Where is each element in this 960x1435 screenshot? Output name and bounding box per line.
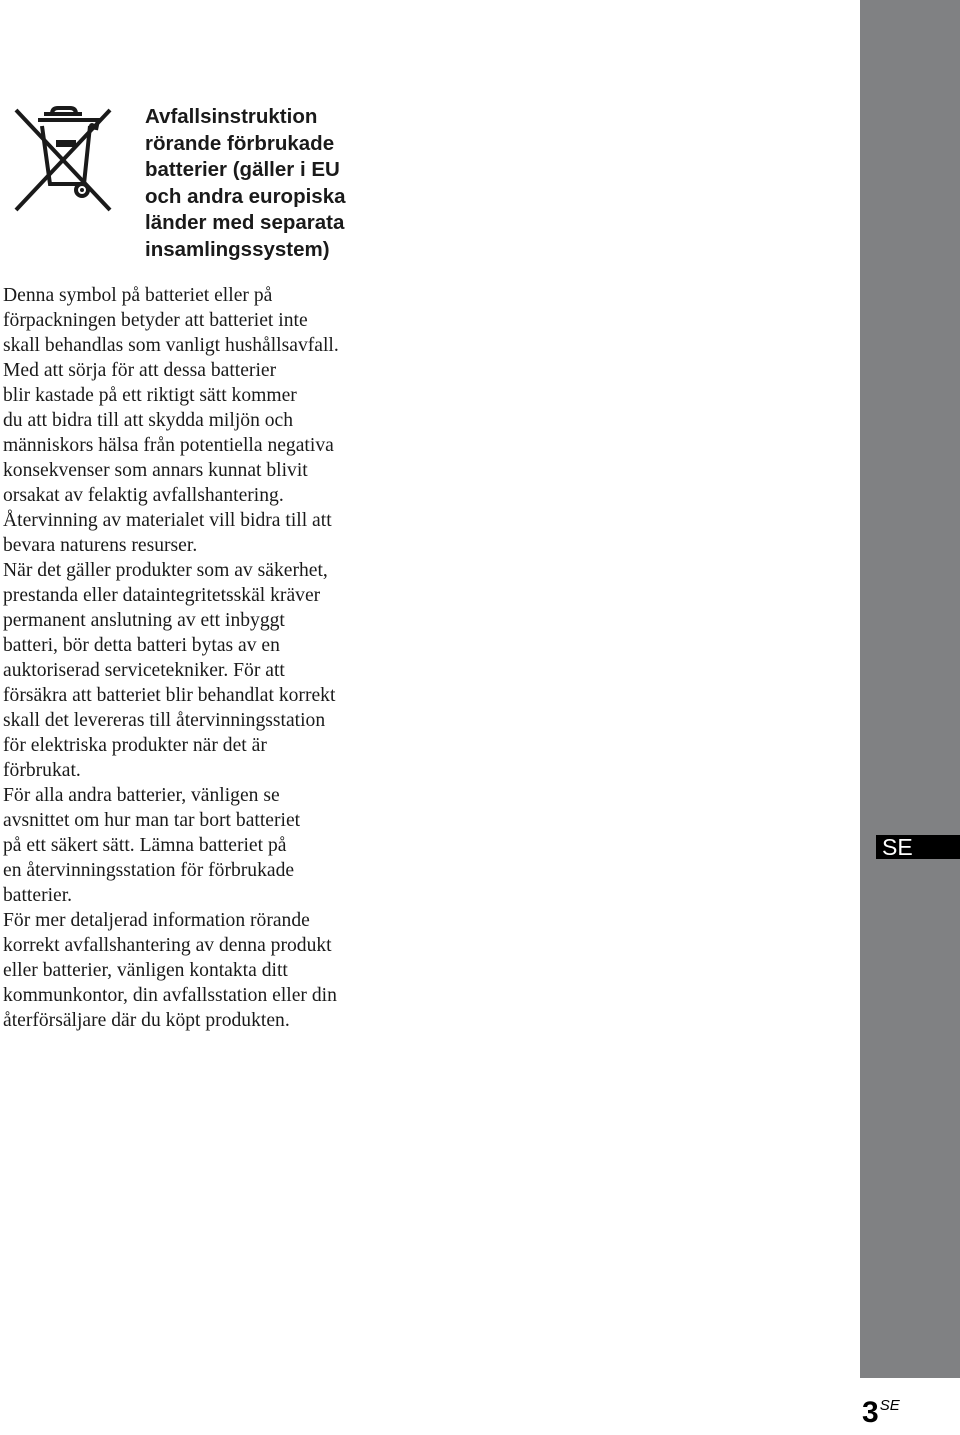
body-line: Återvinning av materialet vill bidra till att <box>3 510 332 531</box>
language-tab-label: SE <box>882 834 913 860</box>
body-line: kommunkontor, din avfallsstation eller din <box>3 985 337 1006</box>
body-line: människors hälsa från potentiella negativa <box>3 435 334 456</box>
body-line: försäkra att batteriet blir behandlat korrekt <box>3 685 336 706</box>
body-line: blir kastade på ett riktigt sätt kommer <box>3 385 297 406</box>
body-line: orsakat av felaktig avfallshantering. <box>3 485 284 506</box>
body-line: bevara naturens resurser. <box>3 535 198 556</box>
body-line: Med att sörja för att dessa batterier <box>3 360 277 381</box>
heading-line: insamlingssystem) <box>145 237 330 261</box>
body-line: avsnittet om hur man tar bort batteriet <box>3 810 301 831</box>
body-line: batteri, bör detta batteri bytas av en <box>3 635 280 656</box>
heading-line: och andra europiska <box>145 184 346 208</box>
section-heading <box>145 104 405 263</box>
body-line: permanent anslutning av ett inbyggt <box>3 610 285 631</box>
body-line: eller batterier, vänligen kontakta ditt <box>3 960 288 981</box>
body-line: återförsäljare där du köpt produkten. <box>3 1010 290 1031</box>
body-line: korrekt avfallshantering av denna produkt <box>3 935 332 956</box>
page-number <box>862 1396 900 1435</box>
body-line: för elektriska produkter när det är <box>3 735 267 756</box>
heading-line: länder med separata <box>145 211 345 234</box>
body-line: prestanda eller dataintegritetsskäl kräver <box>3 585 321 606</box>
body-line: För mer detaljerad information rörande <box>3 910 310 931</box>
body-line: skall behandlas som vanligt hushållsavfall. <box>3 335 339 356</box>
body-line: konsekvenser som annars kunnat blivit <box>3 460 308 481</box>
side-gray-bar <box>860 0 960 1378</box>
body-line: Denna symbol på batteriet eller på <box>3 285 273 306</box>
body-line: batterier. <box>3 885 73 906</box>
page-number-suffix: SE <box>879 1397 900 1414</box>
heading-line: Avfallsinstruktion <box>145 105 318 128</box>
body-line: För alla andra batterier, vänligen se <box>3 785 280 806</box>
body-line: på ett säkert sätt. Lämna batteriet på <box>3 835 287 856</box>
body-line: auktoriserad servicetekniker. För att <box>3 660 285 681</box>
heading-line: batterier (gäller i EU <box>145 158 340 181</box>
body-line: skall det levereras till återvinningsstation <box>3 710 326 731</box>
body-line: du att bidra till att skydda miljön och <box>3 410 294 431</box>
body-line: en återvinningsstation för förbrukade <box>3 860 295 881</box>
crossed-out-wheelie-bin-icon <box>10 104 118 216</box>
body-line: förpackningen betyder att batteriet inte <box>3 310 308 331</box>
page-number-value: 3 <box>862 1396 879 1429</box>
body-text <box>3 283 423 1033</box>
body-line: förbrukat. <box>3 760 81 781</box>
heading-line: rörande förbrukade <box>145 131 335 155</box>
body-line: När det gäller produkter som av säkerhet, <box>3 560 328 581</box>
language-tab <box>876 835 960 859</box>
